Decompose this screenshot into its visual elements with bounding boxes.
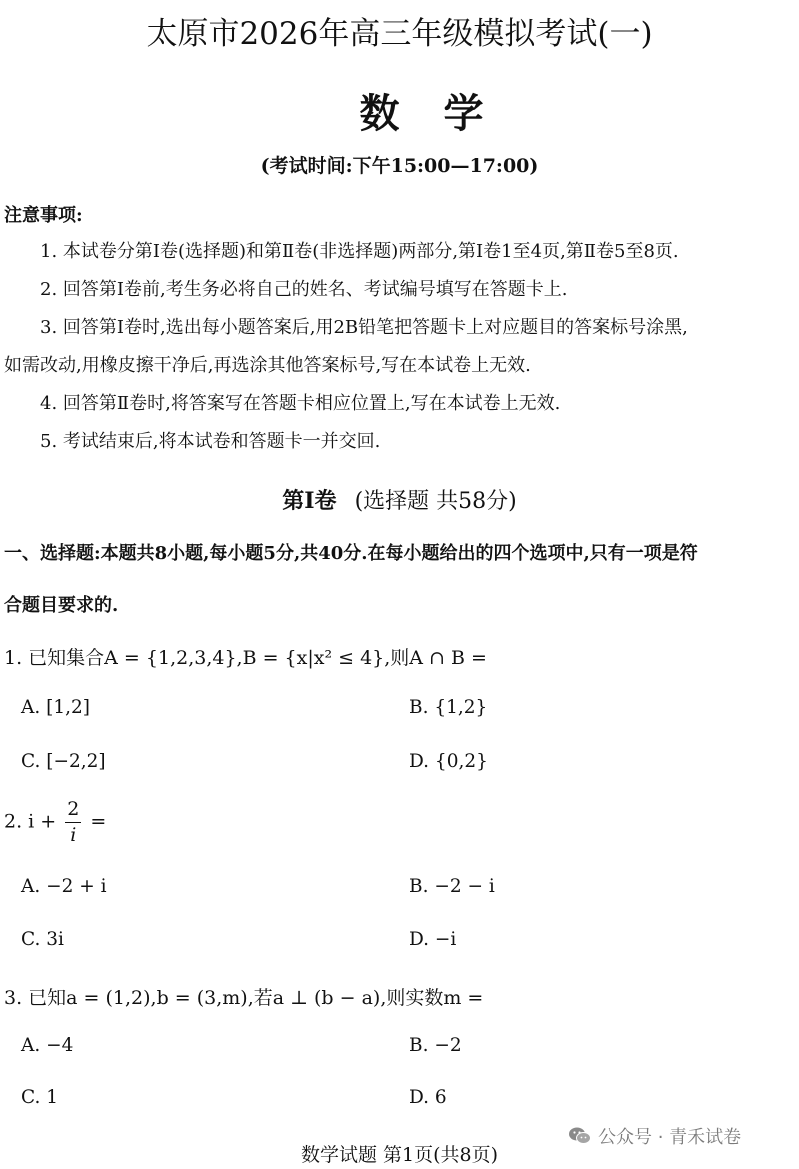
- fraction-numerator: 2: [65, 800, 81, 823]
- notes-heading: 注意事项:: [4, 205, 83, 226]
- question-2-fraction: [65, 800, 81, 845]
- question-2-suffix: =: [84, 810, 107, 833]
- watermark-text: 公众号 · 青禾试卷: [598, 1127, 742, 1148]
- question-3-stem: 3. 已知a = (1,2),b = (3,m),若a ⊥ (b − a),则实数m =: [4, 987, 484, 1009]
- note-line-3: 3. 回答第Ⅰ卷时,选出每小题答案后,用2B铅笔把答题卡上对应题目的答案标号涂黑,: [40, 317, 688, 338]
- question-3-option-b: B. −2: [409, 1035, 462, 1056]
- note-line-5: 5. 考试结束后,将本试卷和答题卡一并交回.: [40, 431, 381, 452]
- question-3-option-d: D. 6: [409, 1087, 447, 1108]
- section-desc: (选择题 共58分): [354, 489, 517, 514]
- question-2-option-c: C. 3i: [21, 929, 64, 950]
- question-1-option-c: C. [−2,2]: [21, 751, 106, 772]
- fraction-denominator: i: [70, 824, 77, 846]
- question-1-option-d: D. {0,2}: [409, 751, 488, 772]
- subject-title: 数学: [359, 90, 528, 137]
- part-instructions-line-1: 一、选择题:本题共8小题,每小题5分,共40分.在每小题给出的四个选项中,只有一项是符: [4, 543, 698, 564]
- note-line-4: 4. 回答第Ⅱ卷时,将答案写在答题卡相应位置上,写在本试卷上无效.: [40, 393, 561, 414]
- note-line-3-cont: 如需改动,用橡皮擦干净后,再选涂其他答案标号,写在本试卷上无效.: [4, 355, 531, 376]
- question-2-option-b: B. −2 − i: [409, 876, 495, 897]
- question-3-option-c: C. 1: [21, 1087, 59, 1108]
- part-instructions-line-2: 合题目要求的.: [4, 595, 119, 616]
- note-line-2: 2. 回答第Ⅰ卷前,考生务必将自己的姓名、考试编号填写在答题卡上.: [40, 279, 568, 300]
- note-line-1: 1. 本试卷分第Ⅰ卷(选择题)和第Ⅱ卷(非选择题)两部分,第Ⅰ卷1至4页,第Ⅱ卷5至8页.: [40, 241, 679, 262]
- question-2-prefix: 2. i +: [4, 810, 63, 833]
- section-heading: [0, 484, 799, 515]
- question-2-stem: [4, 800, 106, 845]
- exam-title: 太原市2026年高三年级模拟考试(一): [146, 16, 653, 52]
- question-1-stem: 1. 已知集合A = {1,2,3,4},B = {x|x² ≤ 4},则A ∩ B =: [4, 647, 487, 669]
- question-2-option-d: D. −i: [409, 929, 457, 950]
- question-1-option-b: B. {1,2}: [409, 697, 488, 718]
- question-3-option-a: A. −4: [21, 1035, 74, 1056]
- question-2-option-a: A. −2 + i: [21, 876, 107, 897]
- question-1-option-a: A. [1,2]: [21, 697, 90, 718]
- page-footer: 数学试题 第1页(共8页): [300, 1144, 499, 1166]
- section-name: 第Ⅰ卷: [282, 488, 337, 514]
- exam-time: (考试时间:下午15:00—17:00): [260, 155, 539, 177]
